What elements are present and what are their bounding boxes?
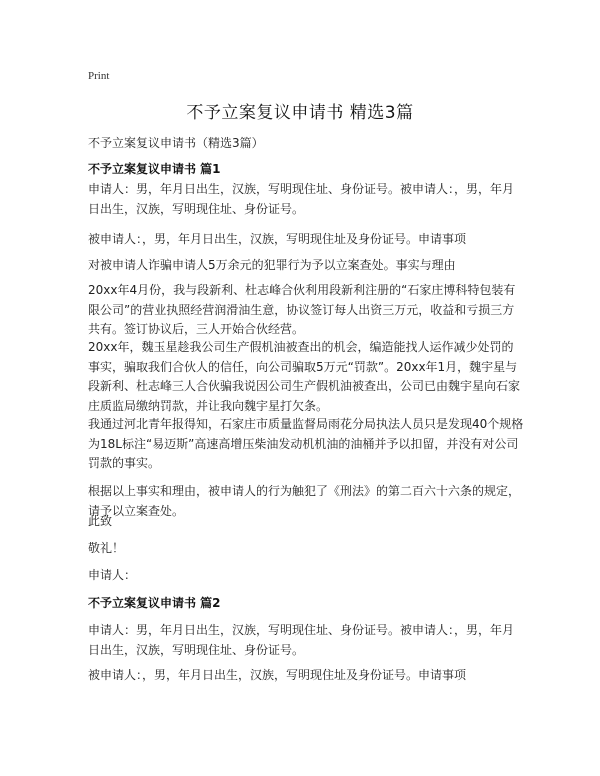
document-title: 不予立案复议申请书 精选3篇 bbox=[186, 103, 414, 123]
paragraph-respondent-info: 被申请人：，男，年月日出生，汉族，写明现住址及身份证号。申请事项 bbox=[88, 232, 467, 246]
paragraph-facts-2: 20xx年，魏玉星趁我公司生产假机油被查出的机会，编造能找人运作减少处罚的事实，骗取我们合伙人的信任，向公司骗取5万元“罚款”。20xx年1月，魏宇星与段新利、杜志峰三人合伙骗我说因公司生产假机油被查出，公司已由魏宇星向石家庄质监局缴纳罚款，并让我向魏宇星打欠条。 bbox=[88, 340, 521, 413]
document-subtitle: 不予立案复议申请书（精选3篇） bbox=[88, 136, 264, 150]
paragraph-regards: 敬礼！ bbox=[88, 541, 125, 555]
print-label: Print bbox=[88, 70, 110, 82]
paragraph-closing-salutation: 此致 bbox=[88, 514, 113, 528]
paragraph-applicant-info: 申请人：男，年月日出生，汉族，写明现住址、身份证号。被申请人：，男，年月日出生，汉族，写明现住址、身份证号。 bbox=[88, 182, 515, 216]
paragraph-signature: 申请人： bbox=[88, 568, 137, 582]
paragraph-request: 对被申请人诈骗申请人5万余元的犯罪行为予以立案查处。事实与理由 bbox=[88, 258, 456, 272]
section-heading-1: 不予立案复议申请书 篇1 bbox=[88, 162, 221, 176]
section-heading-2: 不予立案复议申请书 篇2 bbox=[88, 596, 221, 610]
paragraph-facts-1: 20xx年4月份，我与段新利、杜志峰合伙利用段新利注册的“石家庄博科特包装有限公司”的营业执照经营润滑油生意，协议签订每人出资三万元，收益和亏损三方共有。签订协议后，三人开始合伙经营。 bbox=[88, 283, 516, 336]
paragraph-conclusion: 根据以上事实和理由，被申请人的行为触犯了《刑法》的第二百六十六条的规定，请予以立案查处。 bbox=[88, 484, 521, 518]
paragraph-applicant-info-2: 申请人：男，年月日出生，汉族，写明现住址、身份证号。被申请人：，男，年月日出生，汉族，写明现住址、身份证号。 bbox=[88, 623, 515, 657]
paragraph-facts-3: 我通过河北青年报得知，石家庄市质量监督局雨花分局执法人员只是发现40个规格为18L标注“易迈斯”高速高增压柴油发动机机油的油桶并予以扣留，并没有对公司罚款的事实。 bbox=[88, 417, 524, 470]
paragraph-respondent-info-2: 被申请人：，男，年月日出生，汉族，写明现住址及身份证号。申请事项 bbox=[88, 668, 467, 682]
